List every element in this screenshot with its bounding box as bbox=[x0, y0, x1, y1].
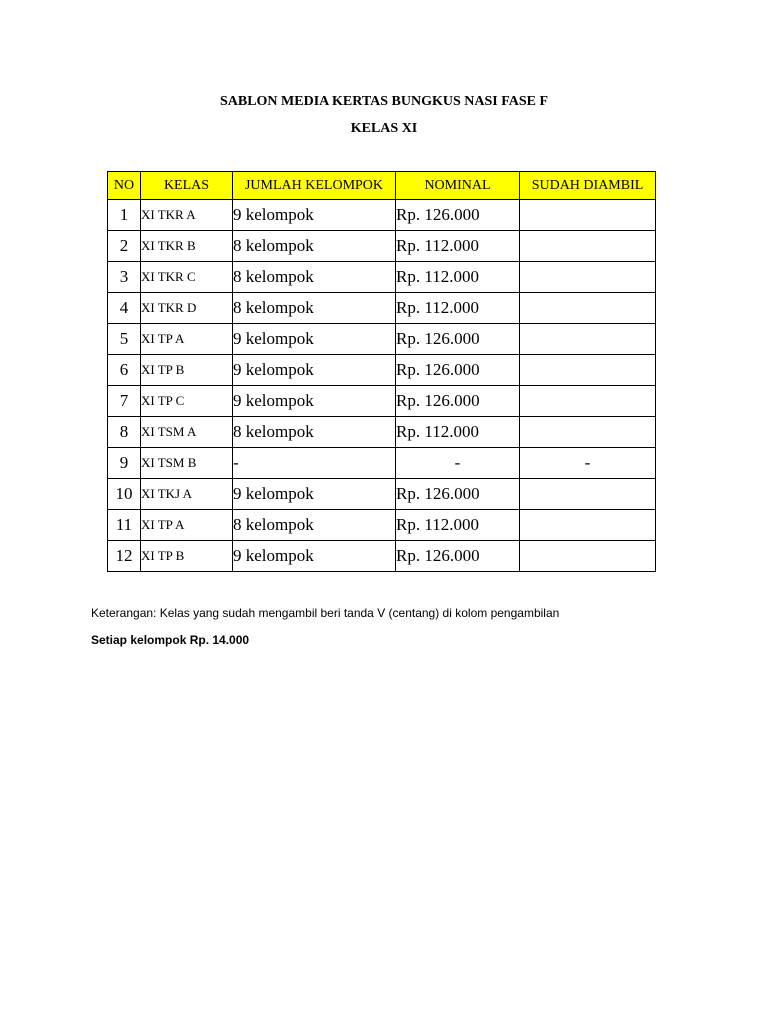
row-no: 4 bbox=[108, 293, 141, 324]
row-no: 5 bbox=[108, 324, 141, 355]
row-nominal: Rp. 126.000 bbox=[396, 324, 520, 355]
row-jumlah-kelompok: 8 kelompok bbox=[233, 417, 396, 448]
row-jumlah-kelompok: 8 kelompok bbox=[233, 262, 396, 293]
row-jumlah-kelompok: 8 kelompok bbox=[233, 231, 396, 262]
table-row bbox=[108, 448, 656, 479]
row-jumlah-kelompok: 9 kelompok bbox=[233, 324, 396, 355]
row-sudah-diambil[interactable] bbox=[520, 510, 656, 541]
row-sudah-diambil[interactable] bbox=[520, 541, 656, 572]
row-nominal: Rp. 112.000 bbox=[396, 231, 520, 262]
row-nominal: Rp. 112.000 bbox=[396, 262, 520, 293]
per-kelompok-note: Setiap kelompok Rp. 14.000 bbox=[91, 633, 250, 647]
row-jumlah-kelompok: 9 kelompok bbox=[233, 386, 396, 417]
row-nominal: Rp. 126.000 bbox=[396, 200, 520, 231]
row-jumlah-kelompok: - bbox=[233, 448, 396, 479]
row-no: 9 bbox=[108, 448, 141, 479]
header-nominal: NOMINAL bbox=[396, 172, 520, 200]
row-sudah-diambil[interactable]: - bbox=[520, 448, 656, 479]
row-kelas: XI TKR C bbox=[141, 262, 233, 293]
row-kelas: XI TKJ A bbox=[141, 479, 233, 510]
row-kelas: XI TP C bbox=[141, 386, 233, 417]
document-subtitle: KELAS XI bbox=[350, 121, 418, 136]
row-nominal: - bbox=[396, 448, 520, 479]
row-kelas: XI TSM A bbox=[141, 417, 233, 448]
row-jumlah-kelompok: 9 kelompok bbox=[233, 200, 396, 231]
row-no: 12 bbox=[108, 541, 141, 572]
row-sudah-diambil[interactable] bbox=[520, 293, 656, 324]
row-sudah-diambil[interactable] bbox=[520, 355, 656, 386]
row-kelas: XI TP B bbox=[141, 355, 233, 386]
table-row bbox=[108, 262, 656, 293]
row-nominal: Rp. 126.000 bbox=[396, 355, 520, 386]
document-title: SABLON MEDIA KERTAS BUNGKUS NASI FASE F bbox=[219, 94, 549, 109]
row-no: 8 bbox=[108, 417, 141, 448]
row-nominal: Rp. 126.000 bbox=[396, 479, 520, 510]
row-sudah-diambil[interactable] bbox=[520, 324, 656, 355]
kelompok-table bbox=[107, 171, 656, 572]
row-jumlah-kelompok: 8 kelompok bbox=[233, 293, 396, 324]
row-kelas: XI TKR A bbox=[141, 200, 233, 231]
row-nominal: Rp. 112.000 bbox=[396, 293, 520, 324]
row-kelas: XI TP B bbox=[141, 541, 233, 572]
row-no: 1 bbox=[108, 200, 141, 231]
row-sudah-diambil[interactable] bbox=[520, 479, 656, 510]
row-no: 10 bbox=[108, 479, 141, 510]
row-no: 2 bbox=[108, 231, 141, 262]
row-nominal: Rp. 112.000 bbox=[396, 417, 520, 448]
row-sudah-diambil[interactable] bbox=[520, 262, 656, 293]
table-row bbox=[108, 541, 656, 572]
row-sudah-diambil[interactable] bbox=[520, 200, 656, 231]
table-row bbox=[108, 355, 656, 386]
row-jumlah-kelompok: 9 kelompok bbox=[233, 541, 396, 572]
header-sudah-diambil: SUDAH DIAMBIL bbox=[520, 172, 656, 200]
row-nominal: Rp. 112.000 bbox=[396, 510, 520, 541]
row-sudah-diambil[interactable] bbox=[520, 386, 656, 417]
header-jumlah-kelompok: JUMLAH KELOMPOK bbox=[233, 172, 396, 200]
row-no: 7 bbox=[108, 386, 141, 417]
row-sudah-diambil[interactable] bbox=[520, 417, 656, 448]
table-row bbox=[108, 293, 656, 324]
keterangan-note: Keterangan: Kelas yang sudah mengambil beri tanda V (centang) di kolom pengambilan bbox=[91, 606, 560, 620]
row-nominal: Rp. 126.000 bbox=[396, 541, 520, 572]
table-row bbox=[108, 386, 656, 417]
table-row bbox=[108, 510, 656, 541]
row-no: 3 bbox=[108, 262, 141, 293]
table-row bbox=[108, 417, 656, 448]
row-nominal: Rp. 126.000 bbox=[396, 386, 520, 417]
row-kelas: XI TP A bbox=[141, 510, 233, 541]
table-header-row bbox=[108, 172, 656, 200]
header-no: NO bbox=[108, 172, 141, 200]
table-row bbox=[108, 231, 656, 262]
row-jumlah-kelompok: 8 kelompok bbox=[233, 510, 396, 541]
row-kelas: XI TSM B bbox=[141, 448, 233, 479]
row-jumlah-kelompok: 9 kelompok bbox=[233, 355, 396, 386]
table-row bbox=[108, 479, 656, 510]
row-kelas: XI TKR B bbox=[141, 231, 233, 262]
table-row bbox=[108, 324, 656, 355]
row-kelas: XI TP A bbox=[141, 324, 233, 355]
row-jumlah-kelompok: 9 kelompok bbox=[233, 479, 396, 510]
header-kelas: KELAS bbox=[141, 172, 233, 200]
row-no: 6 bbox=[108, 355, 141, 386]
row-sudah-diambil[interactable] bbox=[520, 231, 656, 262]
table-row bbox=[108, 200, 656, 231]
row-no: 11 bbox=[108, 510, 141, 541]
row-kelas: XI TKR D bbox=[141, 293, 233, 324]
